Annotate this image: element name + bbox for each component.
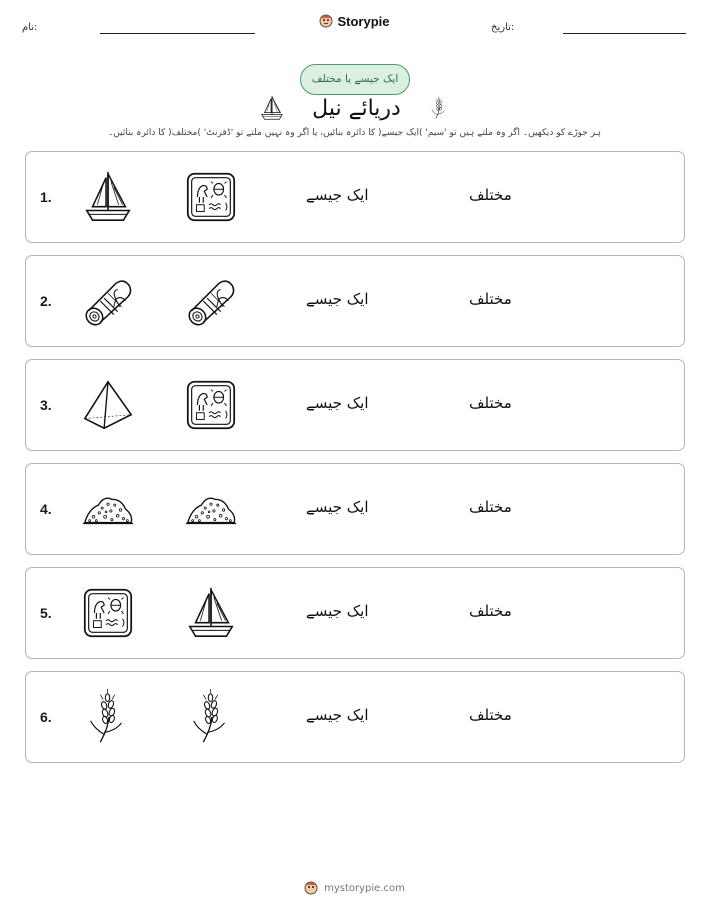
pair-number: 5. [40, 605, 52, 621]
sailboat-icon [78, 168, 138, 226]
option-same[interactable]: ایک جیسے [306, 186, 369, 204]
title-row [0, 92, 709, 124]
papyrus-scroll-icon [78, 272, 138, 330]
sailboat-icon [181, 584, 241, 642]
pair-card [25, 359, 685, 451]
hieroglyph-tablet-icon [181, 376, 241, 434]
pair-number: 3. [40, 397, 52, 413]
pyramid-icon [78, 376, 138, 434]
wheat-icon [181, 688, 241, 746]
pair-card [25, 671, 685, 763]
storypie-logo-icon [319, 14, 333, 28]
option-different[interactable]: مختلف [469, 602, 512, 620]
sand-pile-icon [78, 480, 138, 538]
pair-card [25, 463, 685, 555]
pair-number: 1. [40, 189, 52, 205]
pair-number: 2. [40, 293, 52, 309]
pair-card [25, 151, 685, 243]
instructions: ہر جوڑے کو دیکھیں۔ اگر وہ ملتے ہیں تو 'سیم' )ایک جیسے( کا دائرہ بنائیں، یا اگر وہ نہیں ملتے تو 'ڈفرنٹ' )مختلف( کا دائرہ بنائیں۔ [108, 128, 601, 138]
wheat-icon [427, 92, 451, 124]
option-same[interactable]: ایک جیسے [306, 498, 369, 516]
brand-name: Storypie [337, 13, 390, 29]
date-label: تاریخ: [491, 22, 515, 33]
papyrus-scroll-icon [181, 272, 241, 330]
name-label: نام: [22, 22, 38, 33]
wheat-icon [78, 688, 138, 746]
pair-card [25, 255, 685, 347]
option-different[interactable]: مختلف [469, 290, 512, 308]
option-same[interactable]: ایک جیسے [306, 602, 369, 620]
option-different[interactable]: مختلف [469, 706, 512, 724]
option-same[interactable]: ایک جیسے [306, 290, 369, 308]
option-different[interactable]: مختلف [469, 186, 512, 204]
hieroglyph-tablet-icon [78, 584, 138, 642]
worksheet-type-badge: ایک جیسے یا مختلف [300, 64, 410, 95]
option-different[interactable]: مختلف [469, 498, 512, 516]
pair-number: 4. [40, 501, 52, 517]
option-same[interactable]: ایک جیسے [306, 706, 369, 724]
hieroglyph-tablet-icon [181, 168, 241, 226]
page-title: دریائے نیل [312, 95, 401, 121]
footer [0, 880, 709, 899]
date-line[interactable] [563, 33, 686, 34]
option-different[interactable]: مختلف [469, 394, 512, 412]
pair-card [25, 567, 685, 659]
footer-url[interactable]: mystorypie.com [324, 882, 405, 894]
name-line[interactable] [100, 33, 255, 34]
sailboat-icon [258, 93, 286, 123]
storypie-logo-icon [304, 881, 318, 895]
sand-pile-icon [181, 480, 241, 538]
pair-number: 6. [40, 709, 52, 725]
brand [0, 13, 709, 32]
option-same[interactable]: ایک جیسے [306, 394, 369, 412]
